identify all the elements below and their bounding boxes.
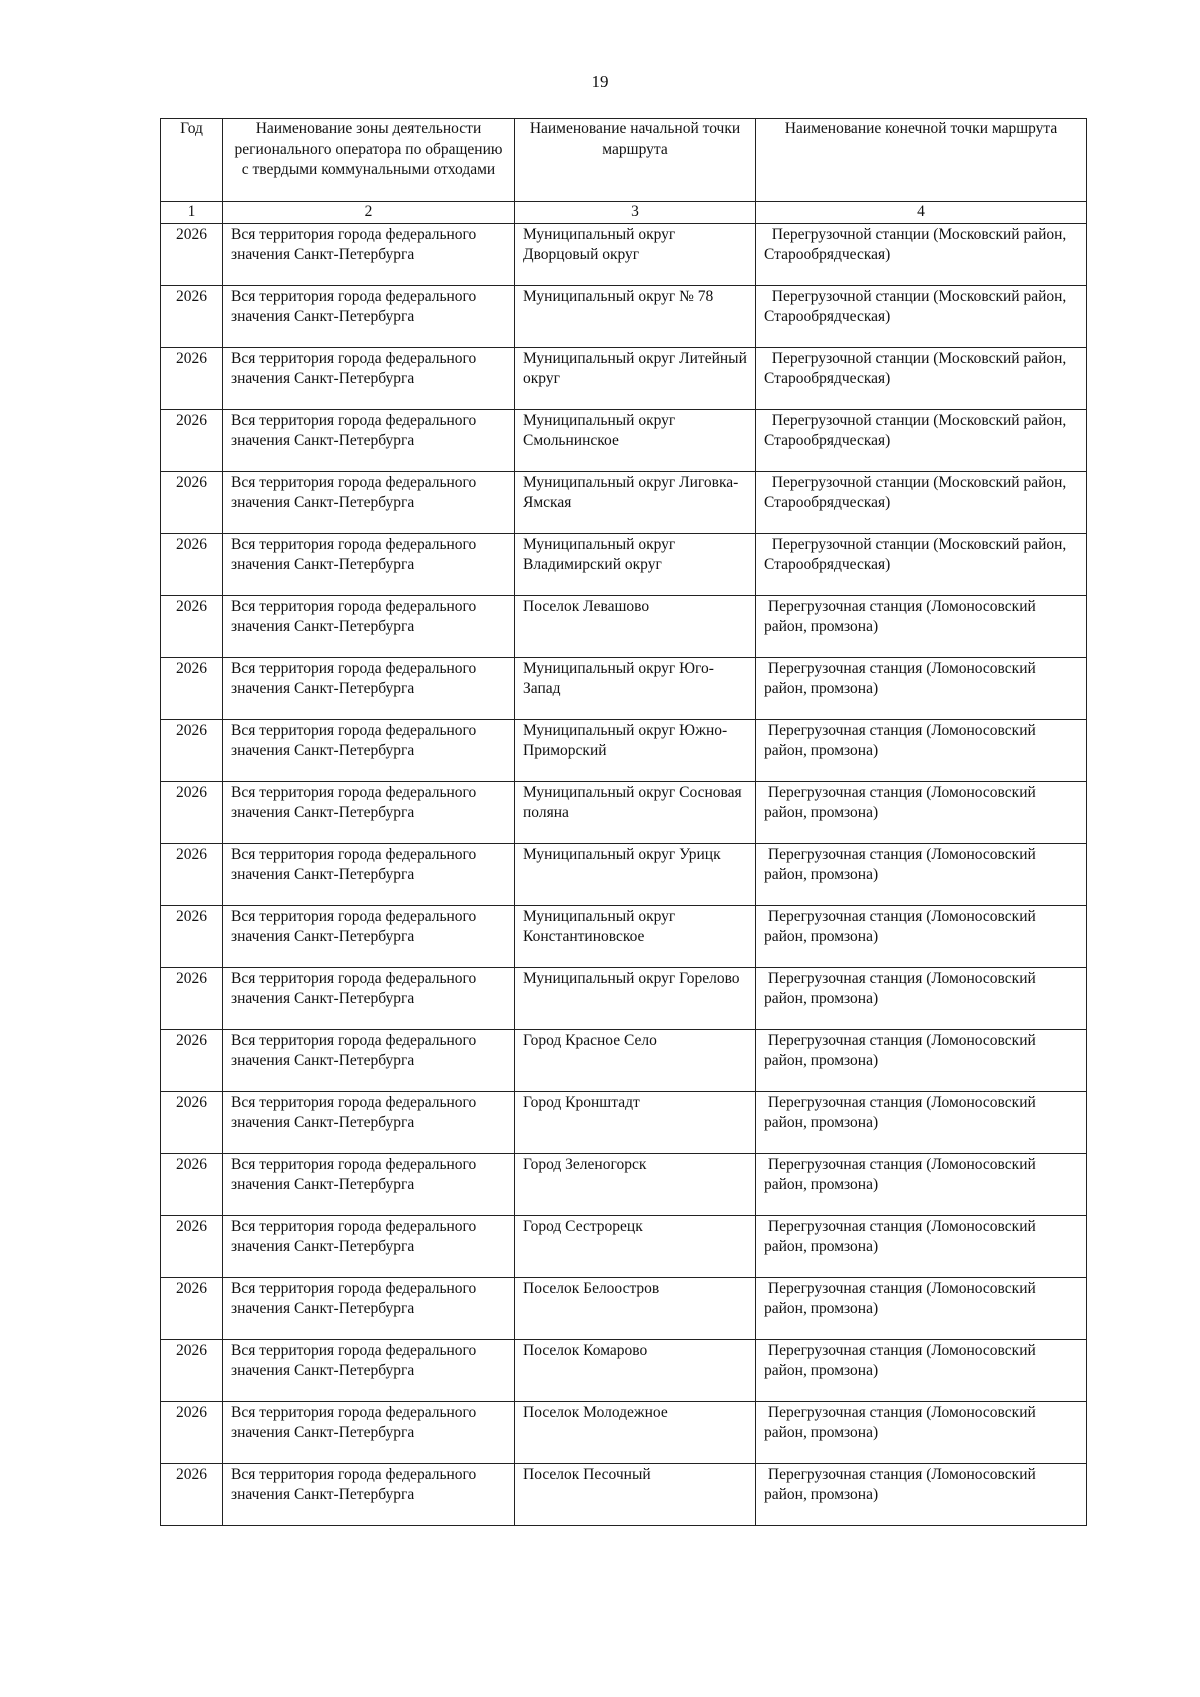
start-point-cell: Город Сестрорецк: [515, 1215, 756, 1277]
end-point-cell: Перегрузочная станция (Ломоносовский район, промзона): [756, 1401, 1087, 1463]
table-header-row: [161, 119, 1087, 202]
end-point-cell: Перегрузочная станция (Ломоносовский район, промзона): [756, 1339, 1087, 1401]
table-row: [161, 347, 1087, 409]
table-row: [161, 1339, 1087, 1401]
header-end-point: Наименование конечной точки маршрута: [756, 119, 1087, 202]
table-row: [161, 1091, 1087, 1153]
end-point-cell: Перегрузочной станции (Московский район, Старообрядческая): [756, 347, 1087, 409]
route-table: [160, 118, 1087, 1526]
end-point-cell: Перегрузочная станция (Ломоносовский район, промзона): [756, 719, 1087, 781]
year-cell: 2026: [161, 285, 223, 347]
table-row: [161, 843, 1087, 905]
zone-cell: Вся территория города федерального значения Санкт-Петербурга: [223, 595, 515, 657]
start-point-cell: Муниципальный округ Дворцовый округ: [515, 223, 756, 285]
table-row: [161, 967, 1087, 1029]
end-point-cell: Перегрузочная станция (Ломоносовский район, промзона): [756, 1029, 1087, 1091]
zone-cell: Вся территория города федерального значения Санкт-Петербурга: [223, 1339, 515, 1401]
column-number: 2: [223, 202, 515, 224]
end-point-cell: Перегрузочной станции (Московский район, Старообрядческая): [756, 471, 1087, 533]
year-cell: 2026: [161, 1153, 223, 1215]
table-row: [161, 595, 1087, 657]
year-cell: 2026: [161, 347, 223, 409]
end-point-cell: Перегрузочной станции (Московский район, Старообрядческая): [756, 409, 1087, 471]
end-point-cell: Перегрузочная станция (Ломоносовский район, промзона): [756, 595, 1087, 657]
zone-cell: Вся территория города федерального значения Санкт-Петербурга: [223, 1091, 515, 1153]
start-point-cell: Поселок Левашово: [515, 595, 756, 657]
zone-cell: Вся территория города федерального значения Санкт-Петербурга: [223, 1029, 515, 1091]
end-point-cell: Перегрузочная станция (Ломоносовский район, промзона): [756, 905, 1087, 967]
start-point-cell: Поселок Песочный: [515, 1463, 756, 1525]
zone-cell: Вся территория города федерального значения Санкт-Петербурга: [223, 905, 515, 967]
end-point-cell: Перегрузочная станция (Ломоносовский район, промзона): [756, 843, 1087, 905]
year-cell: 2026: [161, 533, 223, 595]
zone-cell: Вся территория города федерального значения Санкт-Петербурга: [223, 409, 515, 471]
zone-cell: Вся территория города федерального значения Санкт-Петербурга: [223, 1463, 515, 1525]
zone-cell: Вся территория города федерального значения Санкт-Петербурга: [223, 1153, 515, 1215]
year-cell: 2026: [161, 781, 223, 843]
zone-cell: Вся территория города федерального значения Санкт-Петербурга: [223, 967, 515, 1029]
table-row: [161, 409, 1087, 471]
start-point-cell: Муниципальный округ Урицк: [515, 843, 756, 905]
table-row: [161, 533, 1087, 595]
year-cell: 2026: [161, 1463, 223, 1525]
start-point-cell: Поселок Белоостров: [515, 1277, 756, 1339]
zone-cell: Вся территория города федерального значения Санкт-Петербурга: [223, 285, 515, 347]
year-cell: 2026: [161, 1091, 223, 1153]
end-point-cell: Перегрузочная станция (Ломоносовский район, промзона): [756, 1153, 1087, 1215]
header-year: Год: [161, 119, 223, 202]
year-cell: 2026: [161, 843, 223, 905]
year-cell: 2026: [161, 1029, 223, 1091]
year-cell: 2026: [161, 1339, 223, 1401]
start-point-cell: Муниципальный округ Южно-Приморский: [515, 719, 756, 781]
year-cell: 2026: [161, 1401, 223, 1463]
page-number: 19: [591, 72, 609, 91]
table-row: [161, 657, 1087, 719]
start-point-cell: Муниципальный округ Лиговка-Ямская: [515, 471, 756, 533]
year-cell: 2026: [161, 657, 223, 719]
year-cell: 2026: [161, 719, 223, 781]
table-row: [161, 1463, 1087, 1525]
end-point-cell: Перегрузочной станции (Московский район, Старообрядческая): [756, 223, 1087, 285]
start-point-cell: Муниципальный округ Смольнинское: [515, 409, 756, 471]
year-cell: 2026: [161, 409, 223, 471]
column-number: 1: [161, 202, 223, 224]
table-row: [161, 1029, 1087, 1091]
table-row: [161, 1277, 1087, 1339]
table-row: [161, 905, 1087, 967]
zone-cell: Вся территория города федерального значения Санкт-Петербурга: [223, 719, 515, 781]
table-row: [161, 1401, 1087, 1463]
table-body: [161, 223, 1087, 1525]
table-row: [161, 719, 1087, 781]
start-point-cell: Муниципальный округ Юго-Запад: [515, 657, 756, 719]
zone-cell: Вся территория города федерального значения Санкт-Петербурга: [223, 657, 515, 719]
year-cell: 2026: [161, 905, 223, 967]
end-point-cell: Перегрузочная станция (Ломоносовский район, промзона): [756, 781, 1087, 843]
start-point-cell: Муниципальный округ Литейный округ: [515, 347, 756, 409]
column-number-row: [161, 202, 1087, 224]
year-cell: 2026: [161, 471, 223, 533]
zone-cell: Вся территория города федерального значения Санкт-Петербурга: [223, 781, 515, 843]
year-cell: 2026: [161, 1277, 223, 1339]
zone-cell: Вся территория города федерального значения Санкт-Петербурга: [223, 843, 515, 905]
zone-cell: Вся территория города федерального значения Санкт-Петербурга: [223, 347, 515, 409]
end-point-cell: Перегрузочная станция (Ломоносовский район, промзона): [756, 1091, 1087, 1153]
start-point-cell: Муниципальный округ Константиновское: [515, 905, 756, 967]
start-point-cell: Муниципальный округ № 78: [515, 285, 756, 347]
start-point-cell: Город Кронштадт: [515, 1091, 756, 1153]
zone-cell: Вся территория города федерального значения Санкт-Петербурга: [223, 1277, 515, 1339]
end-point-cell: Перегрузочной станции (Московский район, Старообрядческая): [756, 533, 1087, 595]
end-point-cell: Перегрузочная станция (Ломоносовский район, промзона): [756, 657, 1087, 719]
start-point-cell: Муниципальный округ Сосновая поляна: [515, 781, 756, 843]
zone-cell: Вся территория города федерального значения Санкт-Петербурга: [223, 223, 515, 285]
table-row: [161, 223, 1087, 285]
year-cell: 2026: [161, 595, 223, 657]
start-point-cell: Муниципальный округ Горелово: [515, 967, 756, 1029]
start-point-cell: Город Зеленогорск: [515, 1153, 756, 1215]
table-row: [161, 1153, 1087, 1215]
zone-cell: Вся территория города федерального значения Санкт-Петербурга: [223, 471, 515, 533]
end-point-cell: Перегрузочная станция (Ломоносовский район, промзона): [756, 1277, 1087, 1339]
start-point-cell: Город Красное Село: [515, 1029, 756, 1091]
zone-cell: Вся территория города федерального значения Санкт-Петербурга: [223, 533, 515, 595]
column-number: 3: [515, 202, 756, 224]
header-start-point: Наименование начальной точки маршрута: [515, 119, 756, 202]
year-cell: 2026: [161, 967, 223, 1029]
column-number: 4: [756, 202, 1087, 224]
start-point-cell: Поселок Молодежное: [515, 1401, 756, 1463]
end-point-cell: Перегрузочная станция (Ломоносовский район, промзона): [756, 1215, 1087, 1277]
start-point-cell: Поселок Комарово: [515, 1339, 756, 1401]
zone-cell: Вся территория города федерального значения Санкт-Петербурга: [223, 1215, 515, 1277]
year-cell: 2026: [161, 1215, 223, 1277]
table-row: [161, 1215, 1087, 1277]
zone-cell: Вся территория города федерального значения Санкт-Петербурга: [223, 1401, 515, 1463]
header-zone: Наименование зоны деятельности регионального оператора по обращению с твердыми коммунальными отходами: [223, 119, 515, 202]
year-cell: 2026: [161, 223, 223, 285]
end-point-cell: Перегрузочная станция (Ломоносовский район, промзона): [756, 1463, 1087, 1525]
end-point-cell: Перегрузочная станция (Ломоносовский район, промзона): [756, 967, 1087, 1029]
start-point-cell: Муниципальный округ Владимирский округ: [515, 533, 756, 595]
end-point-cell: Перегрузочной станции (Московский район, Старообрядческая): [756, 285, 1087, 347]
table-row: [161, 285, 1087, 347]
table-row: [161, 781, 1087, 843]
table-row: [161, 471, 1087, 533]
